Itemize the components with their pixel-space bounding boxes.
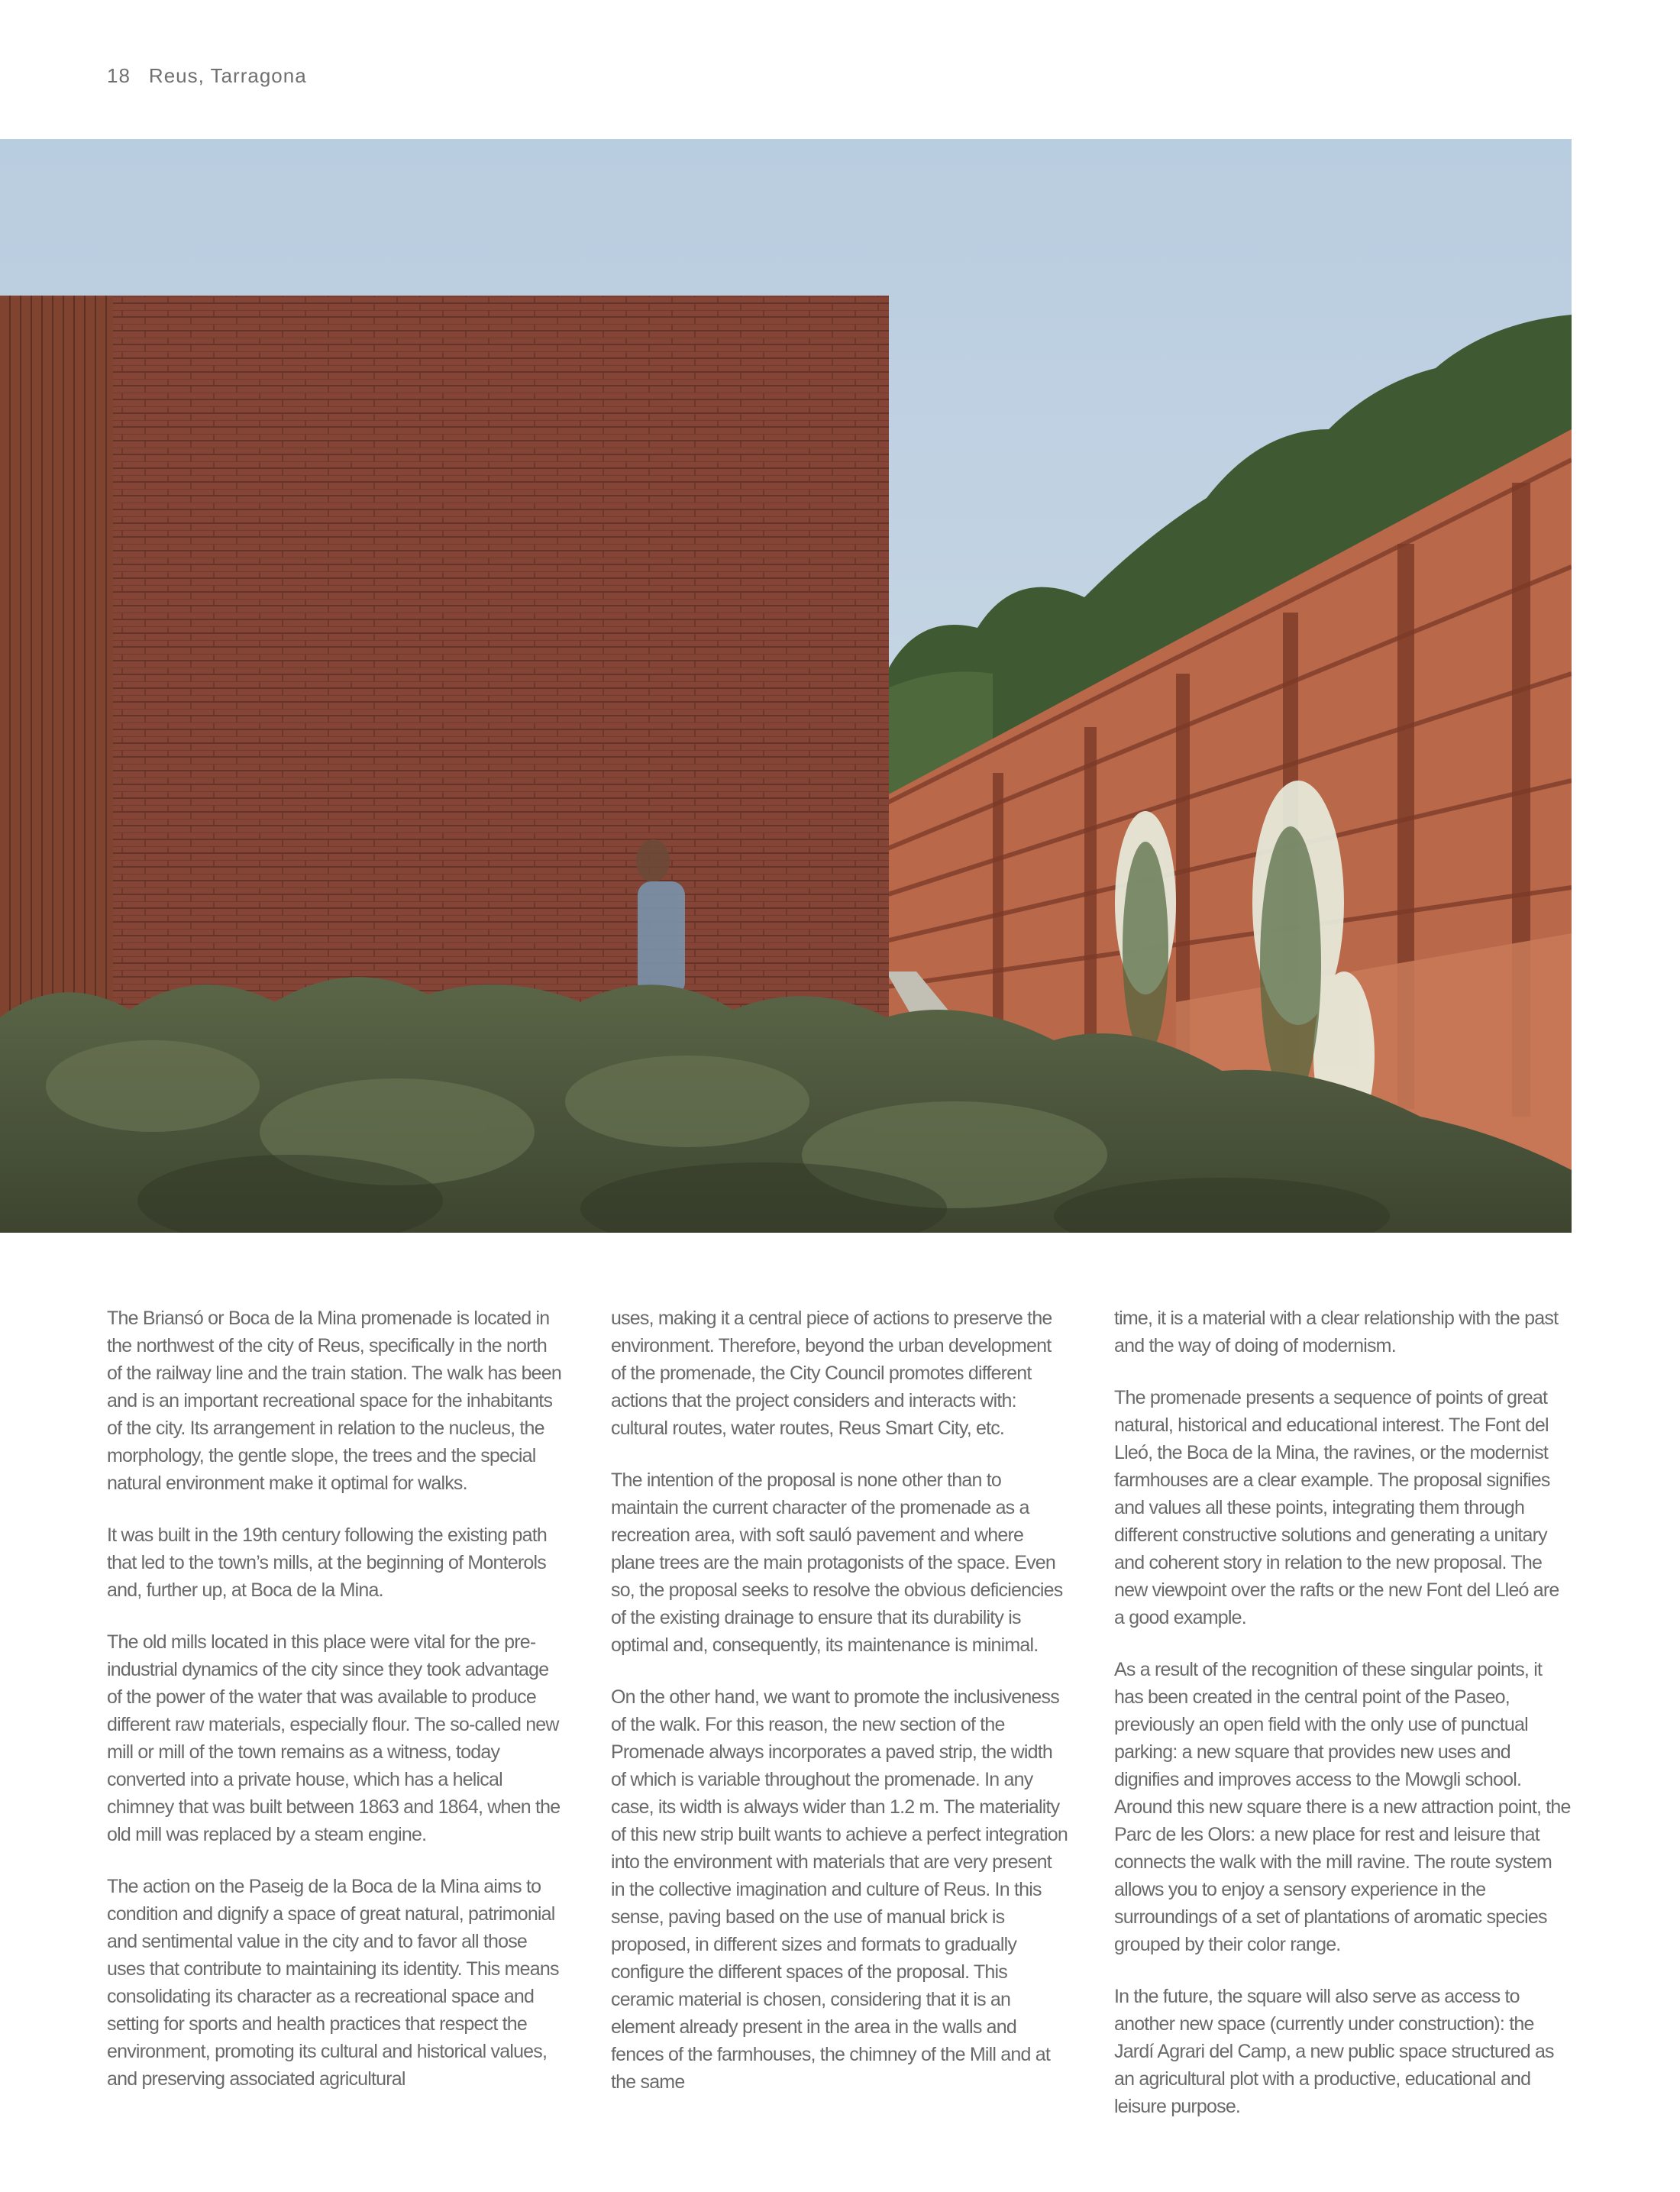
paragraph: time, it is a material with a clear relationship with the past and the way of doing of modernism. <box>1114 1308 1559 1356</box>
paragraph: In the future, the square will also serve as access to another new space (currently under construction): the Jardí Agrari del Camp, a new public space structured as an agricultural plot with a productive, educational and leisure purpose. <box>1114 1986 1554 2117</box>
page-header <box>107 64 307 88</box>
paragraph: The intention of the proposal is none other than to maintain the current character of the promenade as a recreation area, with soft sauló pavement and where plane trees are the main protagonists of the space. Even so, the proposal seeks to resolve the obvious deficiencies of the existing drainage to ensure that its durability is optimal and, consequently, its maintenance is minimal. <box>611 1469 1063 1656</box>
location-title: Reus, Tarragona <box>148 64 307 87</box>
paragraph: The action on the Paseig de la Boca de la Mina aims to condition and dignify a space of great natural, patrimonial and sentimental value in the city and to favor all those uses that contribute to maintaining its identity. This means consolidating its character as a recreational space and setting for sports and health practices that respect the environment, promoting its cultural and historical values, and preserving associated agricultural <box>107 1876 559 2090</box>
architecture-photo <box>0 139 1572 1233</box>
paragraph: It was built in the 19th century following the existing path that led to the town’s mills, at the beginning of Monterols and, further up, at Boca de la Mina. <box>107 1524 547 1601</box>
photo-illustration <box>0 139 1572 1233</box>
paragraph: The Briansó or Boca de la Mina promenade is located in the northwest of the city of Reus, specifically in the north of the railway line and the train station. The walk has been and is an important recreational space for the inhabitants of the city. Its arrangement in relation to the nucleus, the morphology, the gentle slope, the trees and the special natural environment make it optimal for walks. <box>107 1308 561 1494</box>
paragraph: The promenade presents a sequence of points of great natural, historical and educational interest. The Font del Lleó, the Boca de la Mina, the ravines, or the modernist farmhouses are a clear example. The proposal signifies and values all these points, integrating them through different constructive solutions and generating a unitary and coherent story in relation to the new proposal. The new viewpoint over the rafts or the new Font del Lleó are a good example. <box>1114 1387 1559 1628</box>
paragraph: On the other hand, we want to promote the inclusiveness of the walk. For this reason, the new section of the Promenade always incorporates a paved strip, the width of which is variable throughout the promenade. In any case, its width is always wider than 1.2 m. The materiality of this new strip built wants to achieve a perfect integration into the environment with materials that are very present in the collective imagination and culture of Reus. In this sense, paving based on the use of manual brick is proposed, in different sizes and formats to gradually configure the different spaces of the proposal. This ceramic material is chosen, considering that it is an element already present in the area in the walls and fences of the farmhouses, the chimney of the Mill and at the same <box>611 1686 1068 2093</box>
page-number: 18 <box>107 64 131 87</box>
text-column-1 <box>107 1305 565 2117</box>
paragraph: uses, making it a central piece of actions to preserve the environment. Therefore, beyond the urban development of the promenade, the City Council promotes different actions that the project considers and interacts with: cultural routes, water routes, Reus Smart City, etc. <box>611 1308 1052 1439</box>
text-column-2 <box>611 1305 1069 2120</box>
text-column-3 <box>1114 1305 1572 2145</box>
paragraph: The old mills located in this place were vital for the pre-industrial dynamics of the city since they took advantage of the power of the water that was available to produce different raw materials, especially flour. The so-called new mill or mill of the town remains as a witness, today converted into a private house, which has a helical chimney that was built between 1863 and 1864, when the old mill was replaced by a steam engine. <box>107 1631 561 1845</box>
paragraph: As a result of the recognition of these singular points, it has been created in the central point of the Paseo, previously an open field with the only use of punctual parking: a new square that provides new uses and dignifies and improves access to the Mowgli school. Around this new square there is a new attraction point, the Parc de les Olors: a new place for rest and leisure that connects the walk with the mill ravine. The route system allows you to enjoy a sensory experience in the surroundings of a set of plantations of aromatic species grouped by their color range. <box>1114 1659 1571 1955</box>
